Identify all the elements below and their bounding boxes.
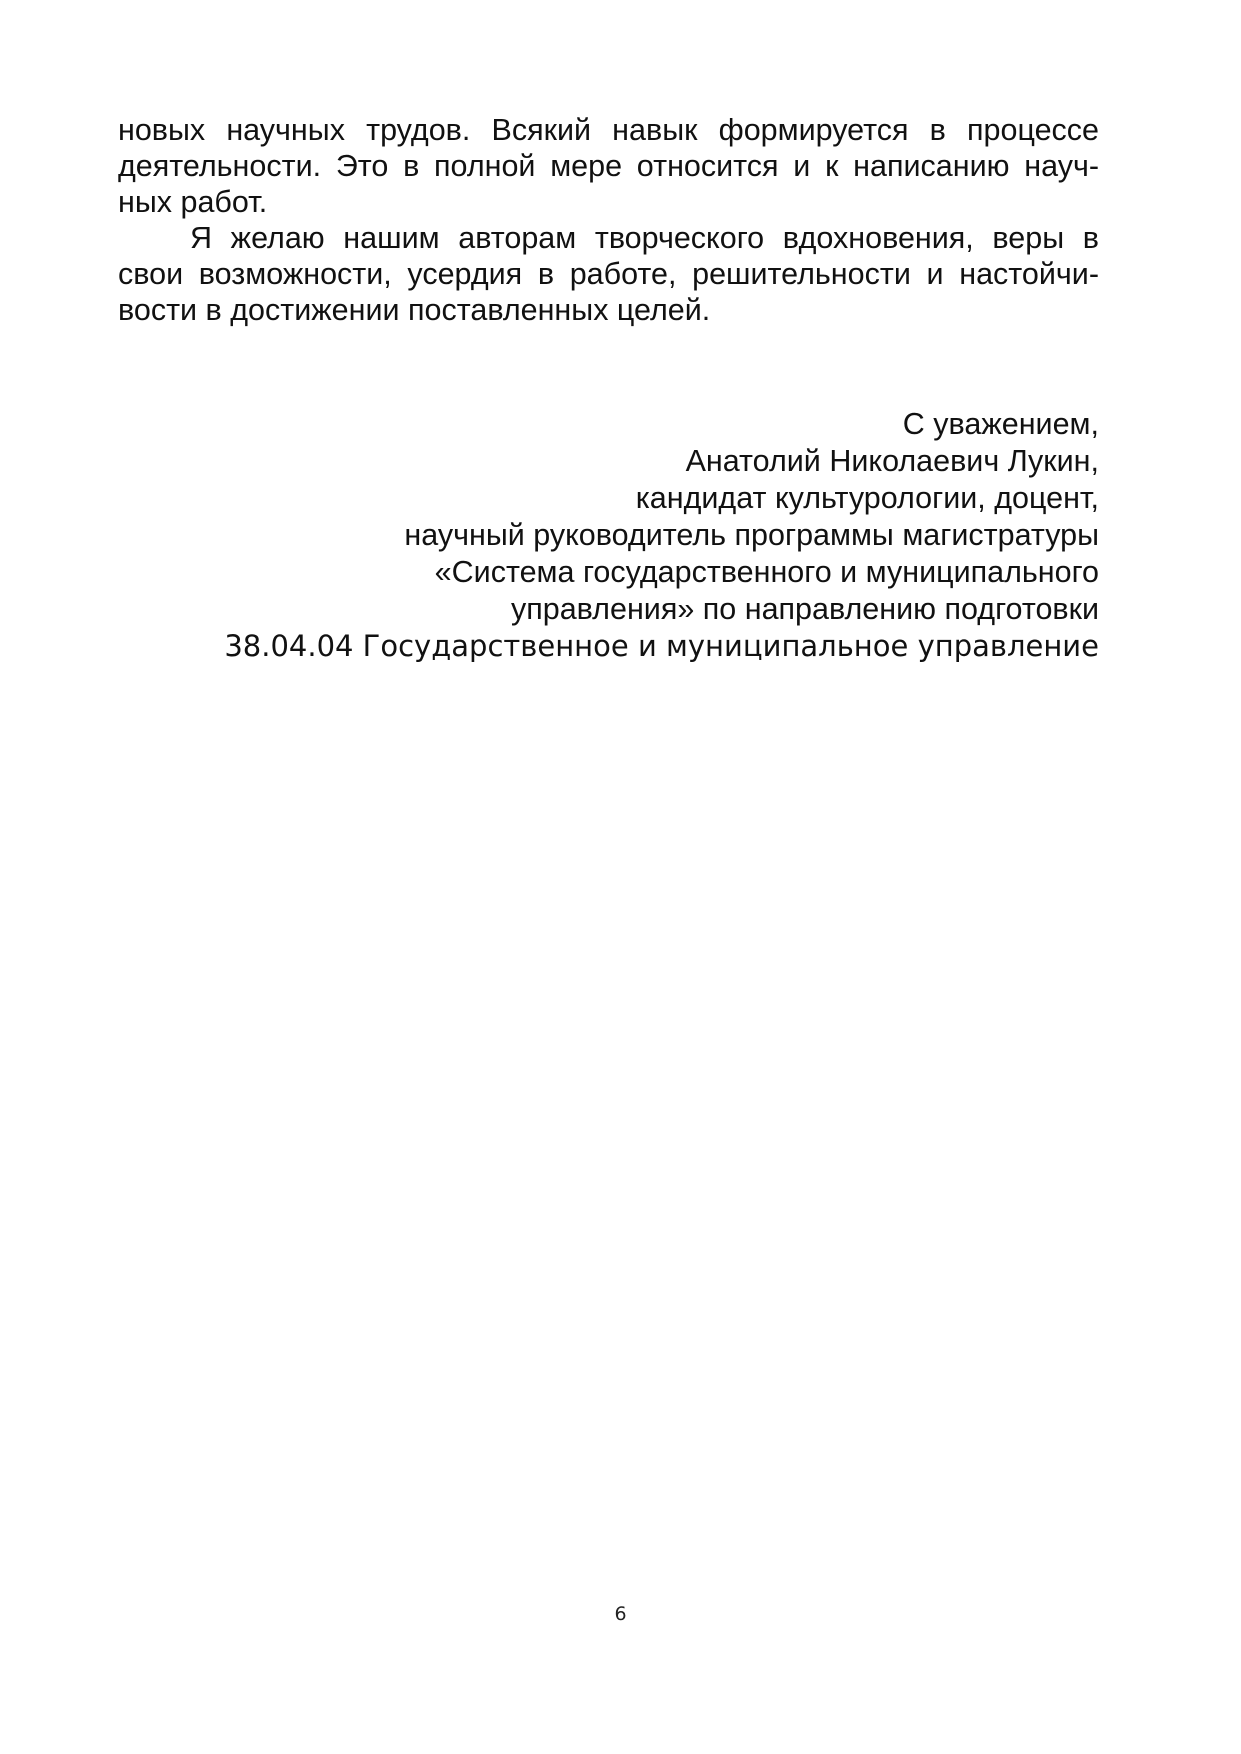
program-name-line-2: управления» по направлению подготовки [510,592,1099,626]
author-degree: кандидат культурологии, доцент, [635,481,1099,515]
text-line: ных работ. [118,185,268,219]
text-line: вости в достижении поставленных целей. [118,293,711,327]
signature-block [99,406,1099,665]
program-code-line: 38.04.04 Государственное и муниципальное управление [224,629,1099,663]
paragraph-wishes [118,220,1099,328]
program-name-line-1: «Система государственного и муниципального [434,555,1099,589]
author-role: научный руководитель программы магистратуры [404,518,1099,552]
paragraph-continuation [118,112,1099,220]
text-line: новых научных трудов. Всякий навык формируется в процессе [118,113,1099,147]
page-number: 6 [614,1603,627,1625]
text-line: деятельности. Это в полной мере относится и к написанию науч- [118,149,1099,183]
author-name: Анатолий Николаевич Лукин, [685,444,1099,478]
closing-line: С уважением, [902,407,1099,441]
body-text [118,112,1099,328]
text-line: свои возможности, усердия в работе, решительности и настойчи- [118,257,1099,291]
text-line: Я желаю нашим авторам творческого вдохновения, веры в [190,221,1099,255]
